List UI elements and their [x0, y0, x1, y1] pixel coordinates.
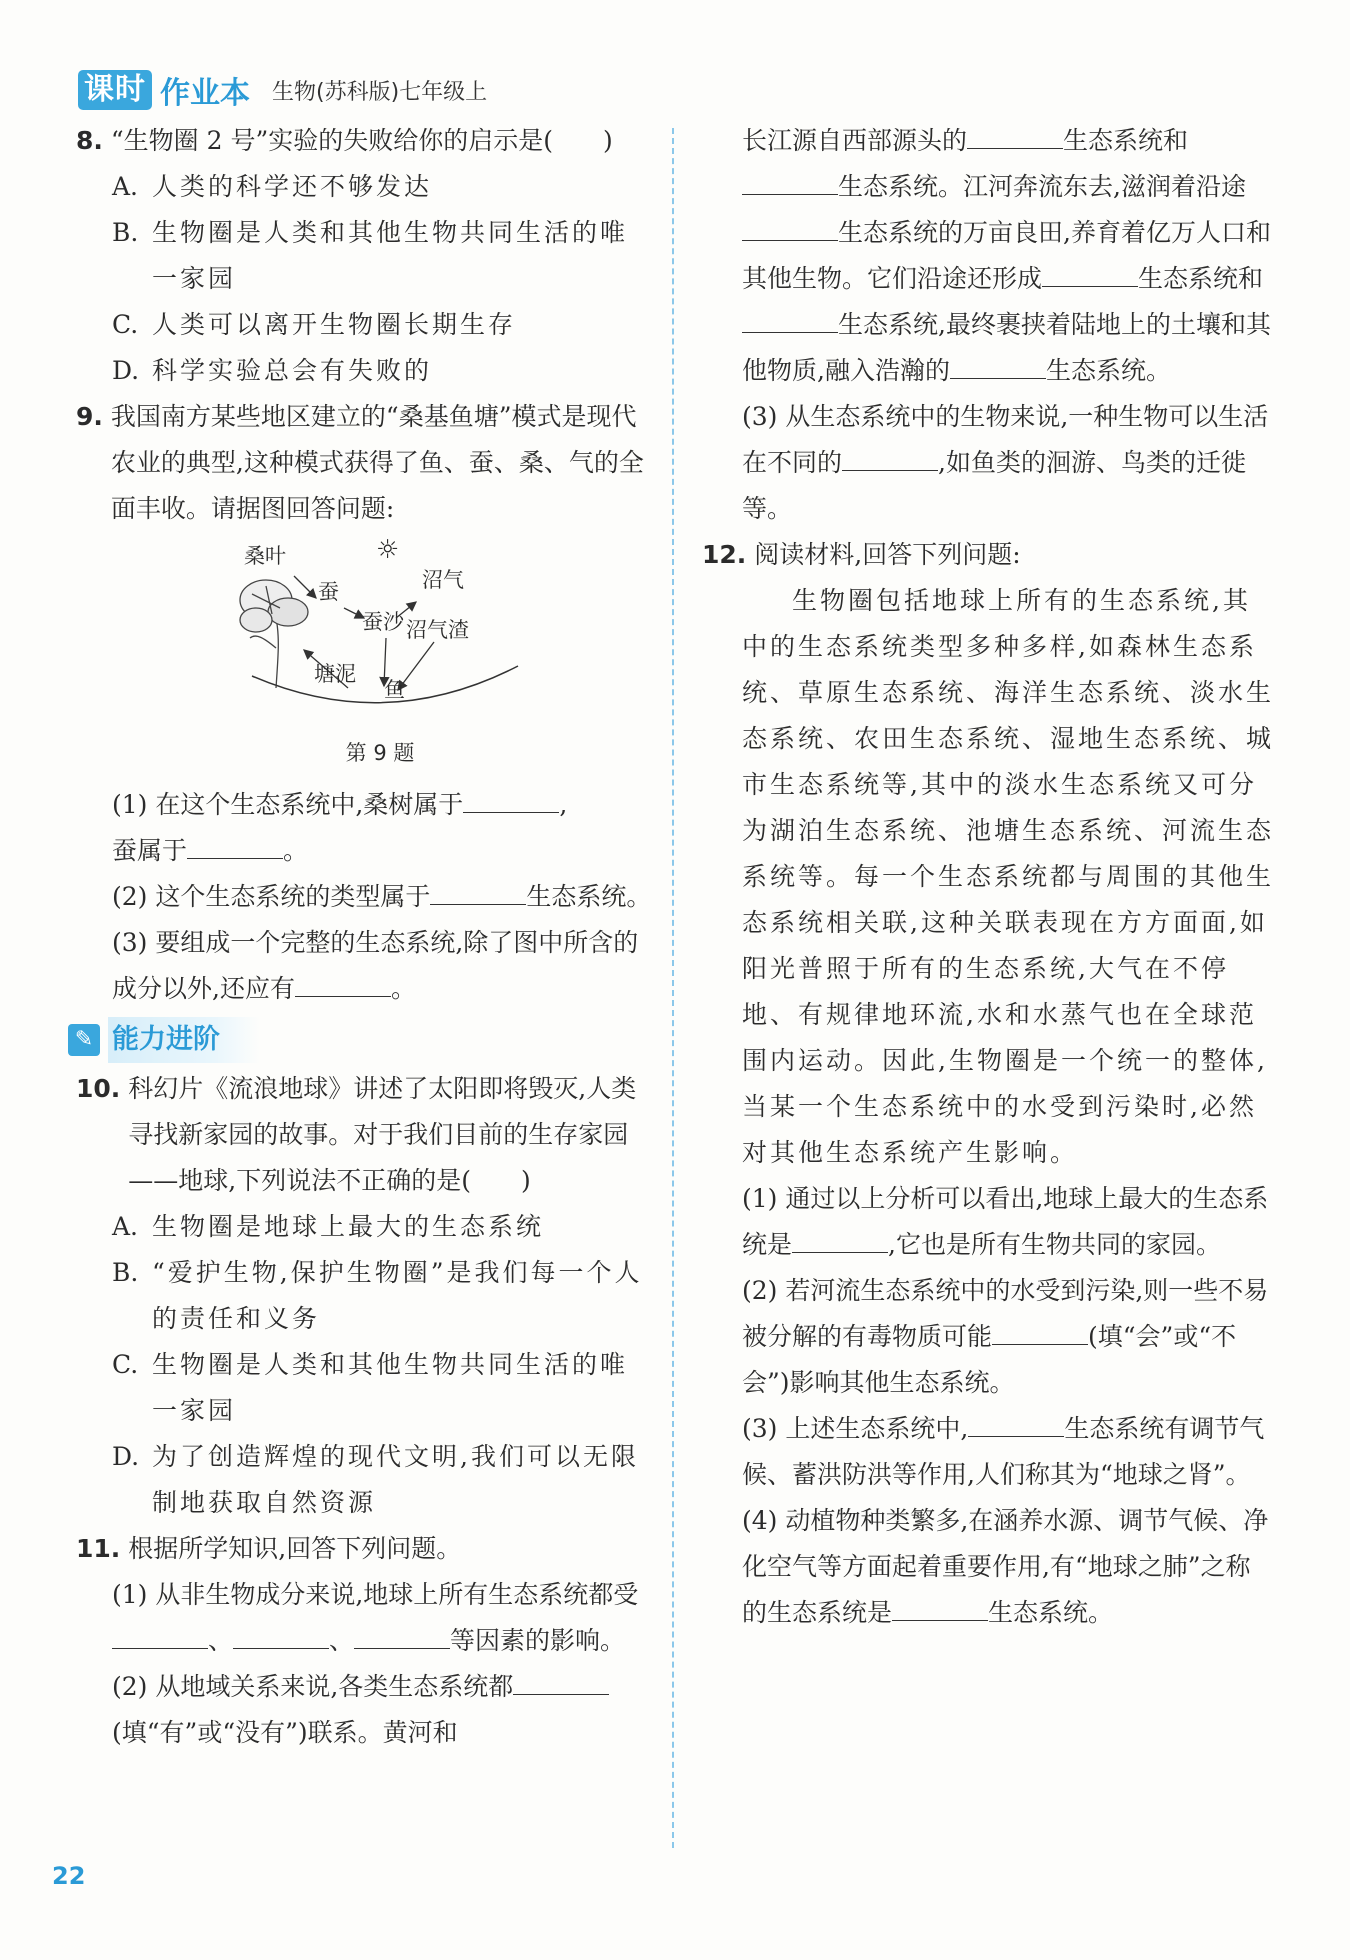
option-label: D.: [112, 356, 140, 385]
label-biogas: 沼气: [422, 568, 464, 592]
pencil-icon: ✎: [68, 1024, 100, 1056]
column-divider: [672, 128, 674, 1848]
page-header: [78, 68, 487, 112]
option-d[interactable]: [76, 1434, 654, 1526]
answer-blank[interactable]: [950, 350, 1046, 379]
answer-blank[interactable]: [967, 120, 1063, 149]
text: 蚕属于: [112, 836, 188, 865]
question-number: 8.: [76, 126, 103, 155]
answer-blank[interactable]: [742, 212, 838, 241]
logo-badge: 课时: [78, 70, 152, 110]
q9-part-3: [76, 920, 654, 1012]
text: 生态系统和: [1063, 126, 1189, 155]
brand-title: 作业本: [160, 76, 250, 111]
label-biogas-residue: 沼气渣: [406, 618, 469, 642]
figure-caption: 第 9 题: [345, 741, 415, 765]
option-label: B.: [112, 218, 139, 247]
option-a[interactable]: [76, 1204, 654, 1250]
page-number: 22: [52, 1862, 86, 1890]
question-stem: 根据所学知识,回答下列问题。: [128, 1534, 462, 1563]
answer-blank[interactable]: [513, 1666, 609, 1695]
label-silkworm: 蚕: [318, 580, 339, 604]
option-b[interactable]: [76, 210, 654, 302]
option-a[interactable]: [76, 164, 654, 210]
section-title: 能力进阶: [108, 1017, 260, 1063]
q11-part-2-start: [76, 1664, 654, 1756]
text: 生态系统和: [1138, 264, 1264, 293]
answer-blank[interactable]: [430, 876, 526, 905]
text: 生态系统有调节气候、蓄洪防洪等作用,人们称其为“地球之肾”。: [742, 1414, 1265, 1489]
text: 生态系统的万亩良田,养育着亿万人口和其他生物。它们沿途还形成: [742, 218, 1271, 293]
option-label: C.: [112, 310, 139, 339]
text: 、: [329, 1626, 355, 1655]
answer-blank[interactable]: [295, 968, 391, 997]
text: (1) 通过以上分析可以看出,地球上最大的生态系统是: [742, 1184, 1269, 1259]
option-text: “爱护生物,保护生物圈”是我们每一个人的责任和义务: [152, 1258, 643, 1333]
q9-part-1: [76, 782, 654, 874]
arrow: [344, 608, 364, 618]
sun-icon: ☼: [376, 535, 400, 565]
option-c[interactable]: [76, 302, 654, 348]
option-text: 生物圈是地球上最大的生态系统: [152, 1212, 545, 1241]
q11-part-1: [76, 1572, 654, 1664]
text: (2) 从地域关系来说,各类生态系统都: [112, 1672, 514, 1701]
answer-blank[interactable]: [968, 1408, 1064, 1437]
mulberry-tree-icon: [240, 580, 308, 688]
section-header: [68, 1018, 654, 1062]
reading-material: 生物圈包括地球上所有的生态系统,其中的生态系统类型多种多样,如森林生态系统、草原生态系统、海洋生态系统、淡水生态系统、农田生态系统、湿地生态系统、城市生态系统等,其中的淡水生态系统又可分为湖泊生态系统、池塘生态系统、河流生态系统等。每一个生态系统都与周围的其他生态系统相关联,这种关联表现在方方面面,如阳光普照于所有的生态系统,大气在不停地、有规律地环流,水和水蒸气也在全球范围内运动。因此,生物圈是一个统一的整体,当某一个生态系统中的水受到污染时,必然对其他生态系统产生影响。: [742, 586, 1275, 1167]
q12-part-4: [742, 1498, 1274, 1636]
text: (填“会”或“不会”)影响其他生态系统。: [742, 1322, 1237, 1397]
question-11: [76, 1526, 654, 1572]
option-label: C.: [112, 1350, 139, 1379]
arrow: [294, 576, 316, 598]
answer-blank[interactable]: [842, 442, 938, 471]
q11-part-2-continued: [742, 118, 1274, 394]
question-9: [76, 394, 654, 532]
option-text: 人类的科学还不够发达: [152, 172, 433, 201]
option-text: 生物圈是人类和其他生物共同生活的唯一家园: [152, 1350, 629, 1425]
option-text: 人类可以离开生物圈长期生存: [152, 310, 517, 339]
text: (4) 动植物种类繁多,在涵养水源、调节气候、净化空气等方面起着重要作用,有“地球之肺”之称的生态系统是: [742, 1506, 1269, 1627]
option-d[interactable]: [76, 348, 654, 394]
q9-part-2: [76, 874, 654, 920]
answer-blank[interactable]: [112, 1620, 208, 1649]
option-text: 为了创造辉煌的现代文明,我们可以无限制地获取自然资源: [152, 1442, 639, 1517]
text: 、: [208, 1626, 234, 1655]
answer-blank[interactable]: [354, 1620, 450, 1649]
answer-blank[interactable]: [742, 304, 838, 333]
label-mulberry-leaf: 桑叶: [244, 544, 286, 568]
left-column: [76, 118, 654, 1756]
text: 。: [283, 836, 309, 865]
subject-title: 生物(苏科版)七年级上: [272, 79, 488, 105]
answer-blank[interactable]: [1042, 258, 1138, 287]
answer-blank[interactable]: [792, 1224, 888, 1253]
answer-blank[interactable]: [742, 166, 838, 195]
option-b[interactable]: [76, 1250, 654, 1342]
option-text: 科学实验总会有失败的: [152, 356, 433, 385]
question-stem: 科幻片《流浪地球》讲述了太阳即将毁灭,人类寻找新家园的故事。对于我们目前的生存家园——地球,下列说法不正确的是( ): [128, 1074, 637, 1195]
right-column: [702, 118, 1275, 1636]
question-stem: “生物圈 2 号”实验的失败给你的启示是( ): [110, 126, 613, 155]
question-12: [702, 532, 1274, 578]
question-number: 11.: [76, 1534, 121, 1563]
q11-part-3: [742, 394, 1274, 532]
option-label: A.: [112, 1212, 139, 1241]
answer-blank[interactable]: [233, 1620, 329, 1649]
option-label: B.: [112, 1258, 139, 1287]
text: ,: [559, 790, 568, 819]
answer-blank[interactable]: [187, 830, 283, 859]
answer-blank[interactable]: [892, 1592, 988, 1621]
question-10: [76, 1066, 654, 1204]
text: 生态系统。: [526, 882, 652, 911]
text: 生态系统,最终裹挟着陆地上的土壤和其他物质,融入浩瀚的: [742, 310, 1271, 385]
text: 生态系统。江河奔流东去,滋润着沿途: [838, 172, 1246, 201]
q12-part-1: [742, 1176, 1274, 1268]
answer-blank[interactable]: [992, 1316, 1088, 1345]
q12-part-3: [742, 1406, 1274, 1498]
question-number: 12.: [702, 540, 747, 569]
text: (3) 上述生态系统中,: [742, 1414, 969, 1443]
label-fish: 鱼: [384, 678, 405, 702]
text: 长江源自西部源头的: [742, 126, 968, 155]
text: (1) 在这个生态系统中,桑树属于: [112, 790, 464, 819]
option-label: A.: [112, 172, 139, 201]
text: 。: [390, 974, 416, 1003]
mulberry-fishpond-diagram: [236, 535, 536, 728]
question-number: 10.: [76, 1074, 121, 1103]
text: (填“有”或“没有”)联系。黄河和: [112, 1718, 458, 1747]
text: ,它也是所有生物共同的家园。: [888, 1230, 1221, 1259]
option-label: D.: [112, 1442, 140, 1471]
text: (3) 从生态系统中的生物来说,一种生物可以生活在不同的: [742, 402, 1269, 477]
question-stem: 阅读材料,回答下列问题:: [754, 540, 1021, 569]
text: ,如鱼类的洄游、鸟类的迁徙等。: [742, 448, 1246, 523]
label-silkworm-waste: 蚕沙: [362, 610, 404, 634]
label-pond-mud: 塘泥: [314, 662, 356, 686]
text: 等因素的影响。: [450, 1626, 626, 1655]
question-stem: 我国南方某些地区建立的“桑基鱼塘”模式是现代农业的典型,这种模式获得了鱼、蚕、桑、气的全面丰收。请据图回答问题:: [110, 402, 644, 523]
question-number: 9.: [76, 402, 103, 431]
text: (2) 若河流生态系统中的水受到污染,则一些不易被分解的有毒物质可能: [742, 1276, 1269, 1351]
text: 生态系统。: [1045, 356, 1171, 385]
text: (3) 要组成一个完整的生态系统,除了图中所含的成分以外,还应有: [112, 928, 639, 1003]
q12-part-2: [742, 1268, 1274, 1406]
question-8: [76, 118, 654, 164]
answer-blank[interactable]: [463, 784, 559, 813]
text: 生态系统。: [988, 1598, 1114, 1627]
option-text: 生物圈是人类和其他生物共同生活的唯一家园: [152, 218, 629, 293]
option-c[interactable]: [76, 1342, 654, 1434]
text: (1) 从非生物成分来说,地球上所有生态系统都受: [112, 1580, 639, 1609]
text: (2) 这个生态系统的类型属于: [112, 882, 431, 911]
